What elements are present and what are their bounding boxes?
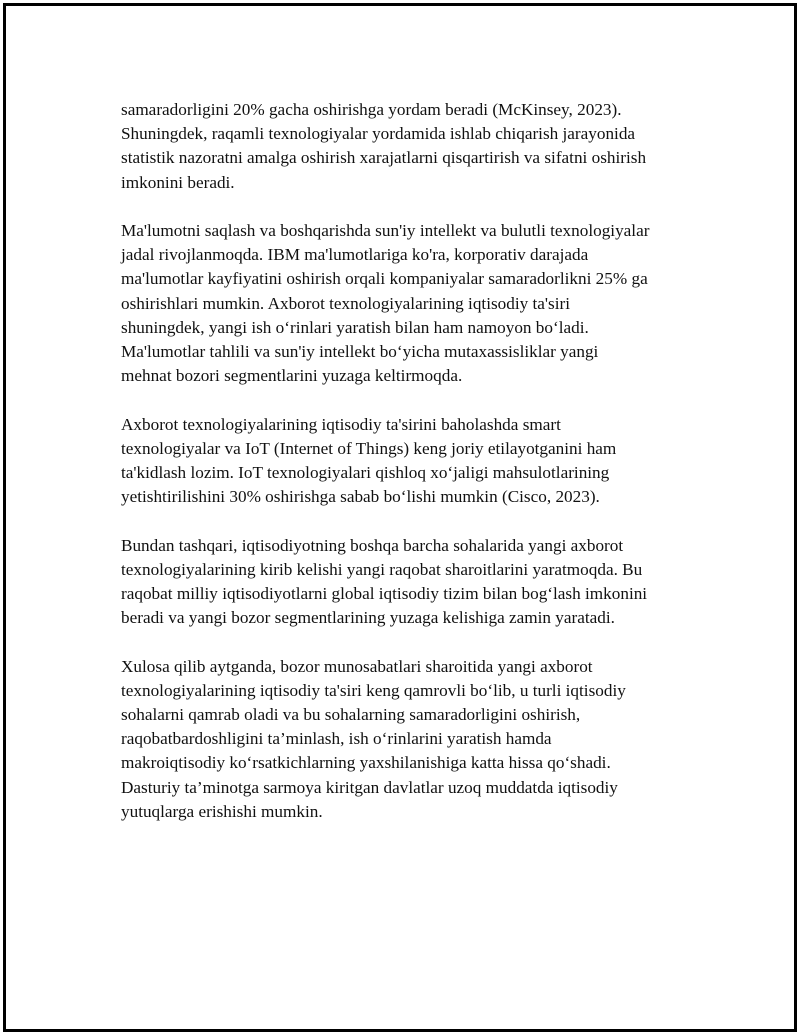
paragraph-3: Axborot texnologiyalarining iqtisodiy ta'sirini baholashda smart texnologiyalar va IoT (Internet of Things) keng joriy etilayotganini ham ta'kidlash lozim. IoT texnologiyalari qishloq xo‘jaligi mahsulotlarining yetishtirilishini 30% oshirishga sabab bo‘lishi mumkin (Cisco, 2023). bbox=[121, 414, 617, 507]
document-page bbox=[3, 3, 797, 1032]
paragraph-5: Xulosa qilib aytganda, bozor munosabatlari sharoitida yangi axborot texnologiyalarining iqtisodiy ta'siri keng qamrovli bo‘lib, u turli iqtisodiy sohalarni qamrab oladi va bu sohalarning samaradorligini oshirish, raqobatbardoshligini ta’minlash, ish o‘rinlarini yaratish hamda makroiqtisodiy ko‘rsatkichlarning yaxshilanishiga katta hissa qo‘shadi. Dasturiy ta’minotga sarmoya kiritgan davlatlar uzoq muddatda iqtisodiy yutuqlarga erishishi mumkin. bbox=[121, 656, 626, 821]
paragraph-1: samaradorligini 20% gacha oshirishga yordam beradi (McKinsey, 2023). Shuningdek, raqamli texnologiyalar yordamida ishlab chiqarish jarayonida statistik nazoratni amalga oshirish xarajatlarni qisqartirish va sifatni oshirish imkonini beradi. bbox=[121, 100, 647, 192]
paragraph-2: Ma'lumotni saqlash va boshqarishda sun'iy intellekt va bulutli texnologiyalar jadal rivojlanmoqda. IBM ma'lumotlariga ko'ra, korporativ darajada ma'lumotlar kayfiyatini oshirish orqali kompaniyalar samaradorlikni 25% ga oshirishlari mumkin. Axborot texnologiyalarining iqtisodiy ta'siri shuningdek, yangi ish o‘rinlari yaratish bilan ham namoyon bo‘ladi. Ma'lumotlar tahlili va sun'iy intellekt bo‘yicha mutaxassisliklar yangi mehnat bozori segmentlarini yuzaga keltirmoqda. bbox=[121, 221, 650, 386]
document-body bbox=[121, 98, 701, 848]
paragraph-4: Bundan tashqari, iqtisodiyotning boshqa barcha sohalarida yangi axborot texnologiyalarining kirib kelishi yangi raqobat sharoitlarini yaratmoqda. Bu raqobat milliy iqtisodiyotlarni global iqtisodiy tizim bilan bog‘lash imkonini beradi va yangi bozor segmentlarining yuzaga kelishiga zamin yaratadi. bbox=[121, 535, 648, 628]
